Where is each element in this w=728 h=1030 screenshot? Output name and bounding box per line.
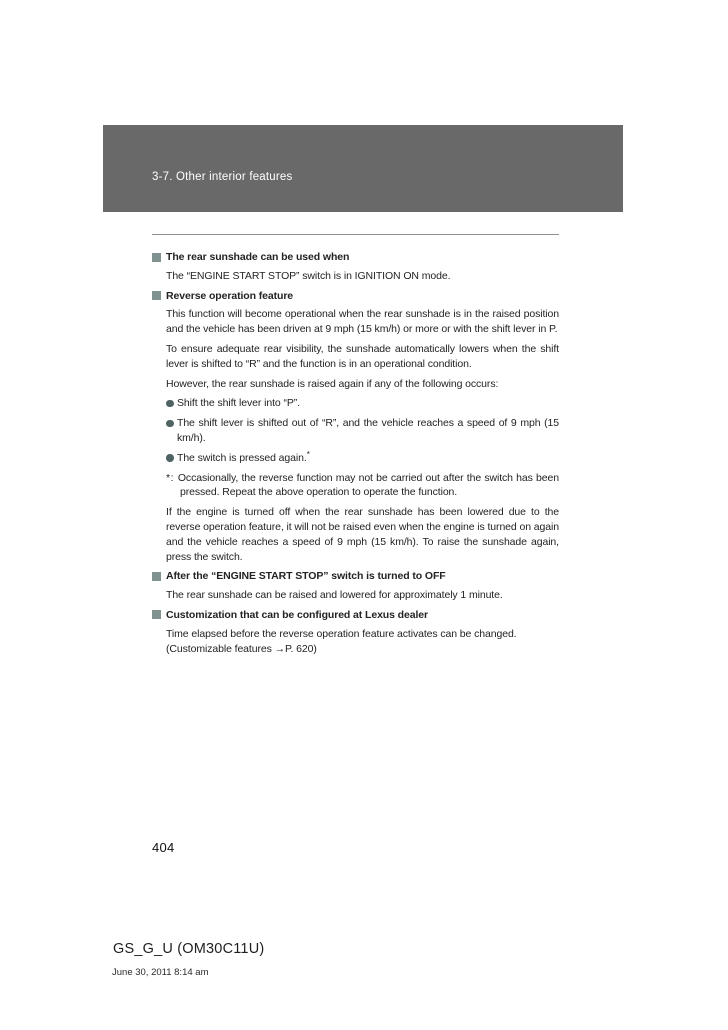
body-paragraph: The “ENGINE START STOP” switch is in IGNITION ON mode. — [166, 269, 451, 282]
body-paragraph: If the engine is turned off when the rear sunshade has been lowered due to the reverse operation feature, it will not be raised even when the engine is turned on again and the vehicle reaches a speed of 9 mph (15 km/h). To raise the sunshade again, press the switch. — [166, 506, 559, 563]
list-item-text: The shift lever is shifted out of “R”, and the vehicle reaches a speed of 9 mph (15 km/h). — [177, 417, 559, 444]
body-paragraph: This function will become operational when the rear sunshade is in the raised position and the vehicle has been driven at 9 mph (15 km/h) or more or with the shift lever in P. — [166, 308, 559, 336]
body-paragraph: However, the rear sunshade is raised again if any of the following occurs: — [166, 377, 499, 390]
chapter-header-band — [103, 125, 623, 212]
body-paragraph: To ensure adequate rear visibility, the sunshade automatically lowers when the shift lever is shifted to “R” and the function is in an operational condition. — [166, 342, 559, 370]
section-heading — [152, 608, 559, 623]
footnote-reference-asterisk: * — [306, 449, 310, 459]
list-item-text: The switch is pressed again. — [177, 451, 307, 464]
footnote-marker: *: — [166, 471, 178, 484]
footer-document-code: GS_G_U (OM30C11U) — [113, 941, 265, 957]
section-heading-label: Customization that can be configured at Lexus dealer — [166, 608, 429, 621]
footnote-text: Occasionally, the reverse function may not be carried out after the switch has been pressed. Repeat the above operation to operate the function. — [177, 471, 560, 499]
list-item — [152, 451, 559, 466]
content-column — [152, 250, 559, 661]
content-divider — [152, 234, 559, 235]
cross-reference-line: (Customizable features →P. 620) — [166, 642, 317, 655]
list-item — [152, 416, 559, 446]
square-bullet-icon — [152, 572, 161, 581]
round-bullet-icon — [166, 454, 174, 462]
section-heading — [152, 569, 559, 584]
section-heading — [152, 289, 559, 304]
square-bullet-icon — [152, 610, 161, 619]
body-paragraph: The rear sunshade can be raised and lowered for approximately 1 minute. — [166, 589, 503, 602]
footnote — [152, 471, 559, 501]
section-heading-label: After the “ENGINE START STOP” switch is turned to OFF — [166, 570, 446, 583]
body-paragraph: Time elapsed before the reverse operation feature activates can be changed. — [166, 627, 517, 640]
round-bullet-icon — [166, 420, 174, 428]
chapter-title: 3-7. Other interior features — [152, 171, 293, 183]
section-heading-label: Reverse operation feature — [166, 289, 294, 302]
list-item — [152, 396, 559, 411]
page-number: 404 — [152, 840, 175, 855]
section-heading — [152, 250, 559, 265]
round-bullet-icon — [166, 400, 174, 408]
square-bullet-icon — [152, 253, 161, 262]
footer-print-date: June 30, 2011 8:14 am — [112, 967, 209, 978]
list-item-text: Shift the shift lever into “P”. — [177, 397, 300, 410]
section-heading-label: The rear sunshade can be used when — [166, 251, 350, 263]
square-bullet-icon — [152, 291, 161, 300]
